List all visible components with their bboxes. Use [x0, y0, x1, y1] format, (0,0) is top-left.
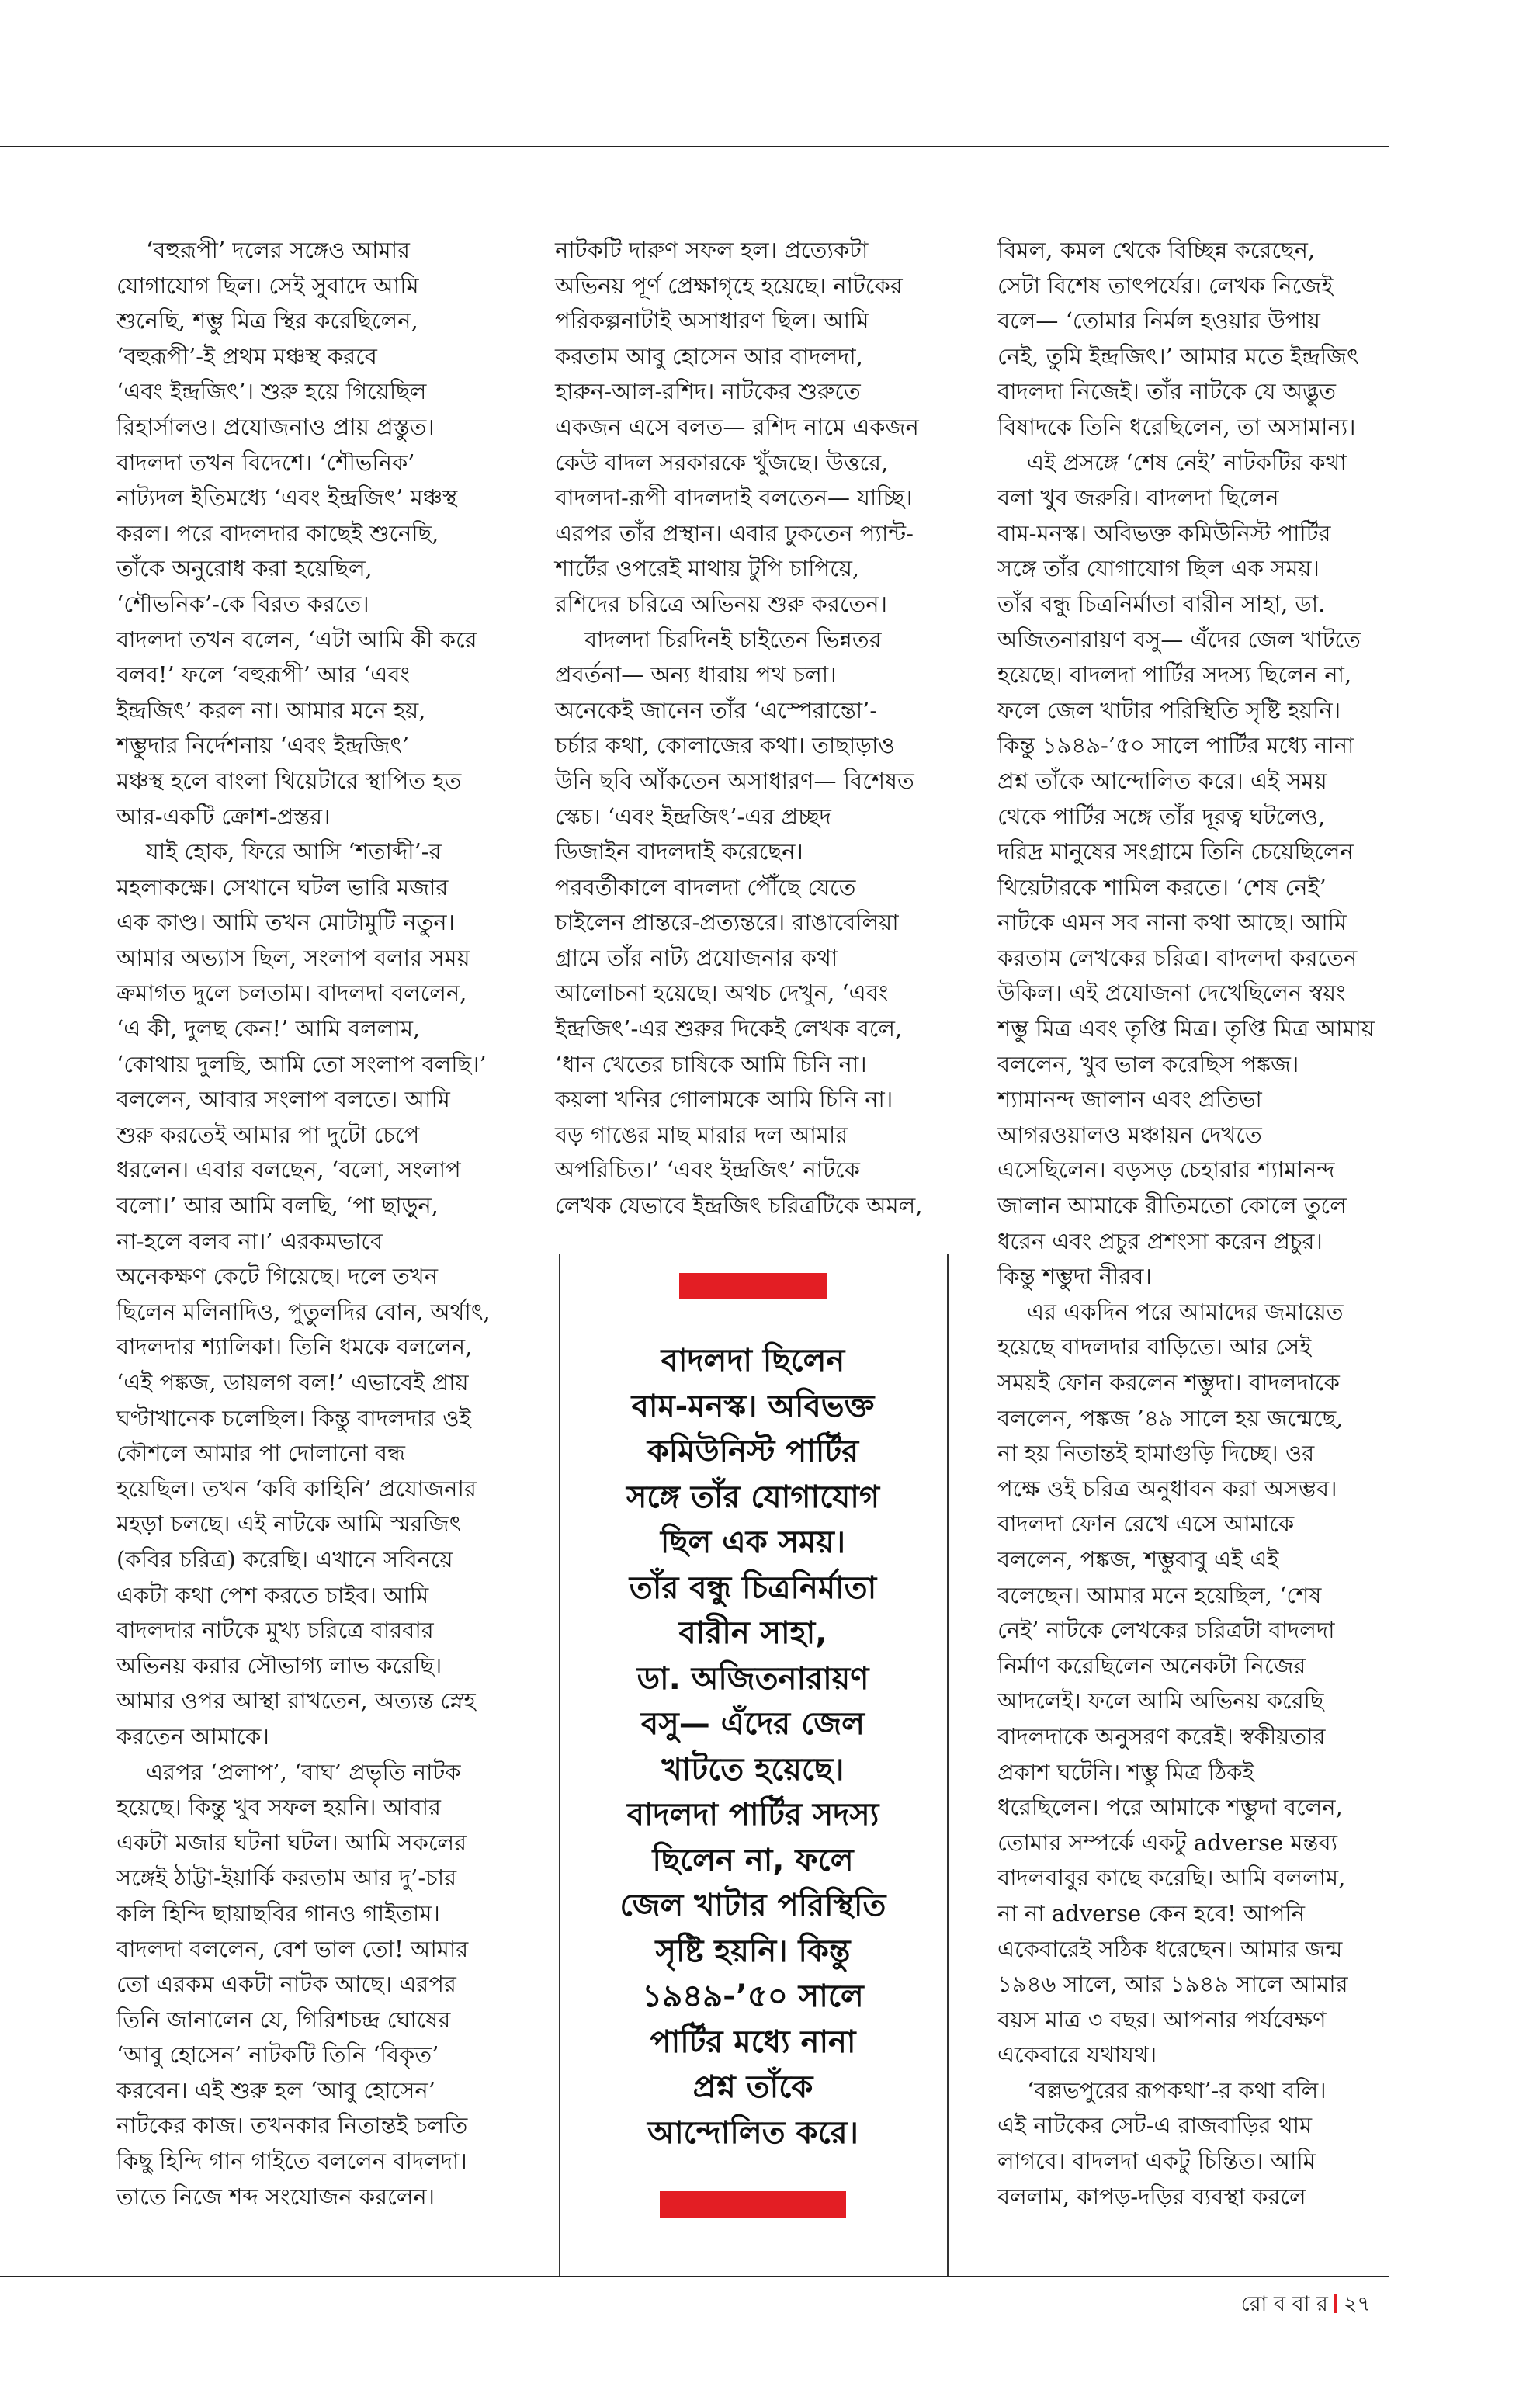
page-folio: [1241, 2288, 1371, 2323]
pull-quote-text: বাদলদা ছিলেন বাম-মনস্ক। অবিভক্ত কমিউনিস্ট পার্টির সঙ্গে তাঁর যোগাযোগ ছিল এক সময়। তাঁর বন্ধু চিত্রনির্মাতা বারীন সাহা, ডা. অজিতনারায়ণ বসু— এঁদের জেল খাটতে হয়েছে। বাদলদা পার্টির সদস্য ছিলেন না, ফলে জেল খাটার পরিস্থিতি সৃষ্টি হয়নি। কিন্তু ১৯৪৯-’৫০ সালে পার্টির মধ্যে নানা প্রশ্ন তাঁকে আন্দোলিত করে।: [619, 1343, 886, 2151]
article-column-3: [997, 233, 1417, 2214]
bottom-rule: [0, 2276, 1389, 2277]
paragraph: বাদলদা চিরদিনই চাইতেন ভিন্নতর প্রবর্তনা— অন্য ধারায় পথ চলা। অনেকেই জানেন তাঁর ‘এস্পেরান্তো’- চর্চার কথা, কোলাজের কথা। তাছাড়াও উনি ছবি আঁকতেন অসাধারণ— বিশেষত স্কেচ। ‘এবং ইন্দ্রজিৎ’-এর প্রচ্ছদ ডিজাইন বাদলদাই করেছেন। পরবর্তীকালে বাদলদা পৌঁছে যেতে চাইলেন প্রান্তরে-প্রত্যন্তরে। রাঙাবেলিয়া গ্রামে তাঁর নাট্য প্রযোজনার কথা আলোচনা হয়েছে। অথচ দেখুন, ‘এবং ইন্দ্রজিৎ’-এর শুরুর দিকেই লেখক বলে, ‘ধান খেতের চাষিকে আমি চিনি না। কয়লা খনির গোলামকে আমি চিনি না। বড় গাঙের মাছ মারার দল আমার অপরিচিত।’ ‘এবং ইন্দ্রজিৎ’ নাটকে লেখক যেভাবে ইন্দ্রজিৎ চরিত্রটিকে অমল,: [555, 626, 923, 1219]
article-column-2: [555, 233, 959, 1224]
pull-quote: [590, 1273, 916, 2218]
paragraph: ‘বহুরূপী’ দলের সঙ্গেও আমার যোগাযোগ ছিল। সেই সুবাদে আমি শুনেছি, শম্ভু মিত্র স্থির করেছিলেন, ‘বহুরূপী’-ই প্রথম মঞ্চস্থ করবে ‘এবং ইন্দ্রজিৎ’। শুরু হয়ে গিয়েছিল রিহার্সালও। প্রযোজনাও প্রায় প্রস্তুত। বাদলদা তখন বিদেশে। ‘শৌভনিক’ নাট্যদল ইতিমধ্যে ‘এবং ইন্দ্রজিৎ’ মঞ্চস্থ করল। পরে বাদলদার কাছেই শুনেছি, তাঁকে অনুরোধ করা হয়েছিল, ‘শৌভনিক’-কে বিরত করতে। বাদলদা তখন বলেন, ‘এটা আমি কী করে বলব!’ ফলে ‘বহুরূপী’ আর ‘এবং ইন্দ্রজিৎ’ করল না। আমার মনে হয়, শম্ভুদার নির্দেশনায় ‘এবং ইন্দ্রজিৎ’ মঞ্চস্থ হলে বাংলা থিয়েটারে স্থাপিত হত আর-একটি ক্রোশ-প্রস্তর।: [116, 237, 477, 830]
article-column-1: [116, 233, 512, 2214]
pull-quote-bottom-bar: [660, 2191, 846, 2218]
pull-quote-right-divider: [947, 1254, 949, 2276]
paragraph: যাই হোক, ফিরে আসি ‘শতাব্দী’-র মহলাকক্ষে। সেখানে ঘটল ভারি মজার এক কাণ্ড। আমি তখন মোটামুটি নতুন। আমার অভ্যাস ছিল, সংলাপ বলার সময় ক্রমাগত দুলে চলতাম। বাদলদা বললেন, ‘এ কী, দুলছ কেন!’ আমি বললাম, ‘কোথায় দুলছি, আমি তো সংলাপ বলছি।’ বললেন, আবার সংলাপ বলতে। আমি শুরু করতেই আমার পা দুটো চেপে ধরলেন। এবার বলছেন, ‘বলো, সংলাপ বলো।’ আর আমি বলছি, ‘পা ছাড়ুন, না-হলে বলব না।’ এরকমভাবে অনেকক্ষণ কেটে গিয়েছে। দলে তখন ছিলেন মলিনাদিও, পুতুলদির বোন, অর্থাৎ, বাদলদার শ্যালিকা। তিনি ধমকে বললেন, ‘এই পঙ্কজ, ডায়লগ বল!’ এভাবেই প্রায় ঘণ্টাখানেক চলেছিল। কিন্তু বাদলদার ওই কৌশলে আমার পা দোলানো বন্ধ হয়েছিল। তখন ‘কবি কাহিনি’ প্রযোজনার মহড়া চলছে। এই নাটকে আমি স্মরজিৎ (কবির চরিত্র) করেছি। এখানে সবিনয়ে একটা কথা পেশ করতে চাইব। আমি বাদলদার নাটকে মুখ্য চরিত্রে বারবার অভিনয় করার সৌভাগ্য লাভ করেছি। আমার ওপর আস্থা রাখতেন, অত্যন্ত স্নেহ করতেন আমাকে।: [116, 838, 491, 1750]
top-rule: [0, 146, 1389, 147]
folio-separator: [1334, 2294, 1337, 2313]
paragraph: এরপর ‘প্রলাপ’, ‘বাঘ’ প্রভৃতি নাটক হয়েছে। কিন্তু খুব সফল হয়নি। আবার একটা মজার ঘটনা ঘটল। আমি সকলের সঙ্গেই ঠাট্টা-ইয়ার্কি করতাম আর দু’-চার কলি হিন্দি ছায়াছবির গানও গাইতাম। বাদলদা বললেন, বেশ ভাল তো! আমার তো এরকম একটা নাটক আছে। এরপর তিনি জানালেন যে, গিরিশচন্দ্র ঘোষের ‘আবু হোসেন’ নাটকটি তিনি ‘বিকৃত’ করবেন। এই শুরু হল ‘আবু হোসেন’ নাটকের কাজ। তখনকার নিতান্তই চলতি কিছু হিন্দি গান গাইতে বললেন বাদলদা। তাতে নিজে শব্দ সংযোজন করলেন।: [116, 1758, 469, 2210]
page-number: ২৭: [1343, 2292, 1371, 2316]
paragraph: এই প্রসঙ্গে ‘শেষ নেই’ নাটকটির কথা বলা খুব জরুরি। বাদলদা ছিলেন বাম-মনস্ক। অবিভক্ত কমিউনিস্ট পার্টির সঙ্গে তাঁর যোগাযোগ ছিল এক সময়। তাঁর বন্ধু চিত্রনির্মাতা বারীন সাহা, ডা. অজিতনারায়ণ বসু— এঁদের জেল খাটতে হয়েছে। বাদলদা পার্টির সদস্য ছিলেন না, ফলে জেল খাটার পরিস্থিতি সৃষ্টি হয়নি। কিন্তু ১৯৪৯-’৫০ সালে পার্টির মধ্যে নানা প্রশ্ন তাঁকে আন্দোলিত করে। এই সময় থেকে পার্টির সঙ্গে তাঁর দূরত্ব ঘটলেও, দরিদ্র মানুষের সংগ্রামে তিনি চেয়েছিলেন থিয়েটারকে শামিল করতে। ‘শেষ নেই’ নাটকে এমন সব নানা কথা আছে। আমি করতাম লেখকের চরিত্র। বাদলদা করতেন উকিল। এই প্রযোজনা দেখেছিলেন স্বয়ং শম্ভু মিত্র এবং তৃপ্তি মিত্র। তৃপ্তি মিত্র আমায় বললেন, খুব ভাল করেছিস পঙ্কজ। শ্যামানন্দ জালান এবং প্রতিভা আগরওয়ালও মঞ্চায়ন দেখতে এসেছিলেন। বড়সড় চেহারার শ্যামানন্দ জালান আমাকে রীতিমতো কোলে তুলে ধরেন এবং প্রচুর প্রশংসা করেন প্রচুর। কিন্তু শম্ভুদা নীরব।: [997, 449, 1375, 1290]
magazine-name: রো ব বা র: [1240, 2292, 1328, 2316]
paragraph: এর একদিন পরে আমাদের জমায়েত হয়েছে বাদলদার বাড়িতে। আর সেই সময়ই ফোন করলেন শম্ভুদা। বাদলদাকে বললেন, পঙ্কজ ’৪৯ সালে হয় জন্মেছে, না হয় নিতান্তই হামাগুড়ি দিচ্ছে। ওর পক্ষে ওই চরিত্র অনুধাবন করা অসম্ভব। বাদলদা ফোন রেখে এসে আমাকে বললেন, পঙ্কজ, শম্ভুবাবু এই এই বলেছেন। আমার মনে হয়েছিল, ‘শেষ নেই’ নাটকে লেখকের চরিত্রটা বাদলদা নির্মাণ করেছিলেন অনেকটা নিজের আদলেই। ফলে আমি অভিনয় করেছি বাদলদাকে অনুসরণ করেই। স্বকীয়তার প্রকাশ ঘটেনি। শম্ভু মিত্র ঠিকই ধরেছিলেন। পরে আমাকে শম্ভুদা বলেন, তোমার সম্পর্কে একটু adverse মন্তব্য বাদলবাবুর কাছে করেছি। আমি বললাম, না না adverse কেন হবে! আপনি একেবারেই সঠিক ধরেছেন। আমার জন্ম ১৯৪৬ সালে, আর ১৯৪৯ সালে আমার বয়স মাত্র ৩ বছর। আপনার পর্যবেক্ষণ একেবারে যথাযথ।: [997, 1298, 1348, 2069]
pull-quote-left-divider: [559, 1254, 560, 2276]
paragraph: ‘বল্লভপুরের রূপকথা’-র কথা বলি। এই নাটকের সেট-এ রাজবাড়ির থাম লাগবে। বাদলদা একটু চিন্তিত। আমি বললাম, কাপড়-দড়ির ব্যবস্থা করলে: [997, 2076, 1327, 2210]
pull-quote-top-bar: [679, 1273, 827, 1299]
paragraph: নাটকটি দারুণ সফল হল। প্রত্যেকটা অভিনয় পূর্ণ প্রেক্ষাগৃহে হয়েছে। নাটকের পরিকল্পনাটাই অসাধারণ ছিল। আমি করতাম আবু হোসেন আর বাদলদা, হারুন-আল-রশিদ। নাটকের শুরুতে একজন এসে বলত— রশিদ নামে একজন কেউ বাদল সরকারকে খুঁজছে। উত্তরে, বাদলদা-রূপী বাদলদাই বলতেন— যাচ্ছি। এরপর তাঁর প্রস্থান। এবার ঢুকতেন প্যান্ট- শার্টের ওপরেই মাথায় টুপি চাপিয়ে, রশিদের চরিত্রে অভিনয় শুরু করতেন।: [555, 237, 919, 617]
paragraph: বিমল, কমল থেকে বিচ্ছিন্ন করেছেন, সেটা বিশেষ তাৎপর্যের। লেখক নিজেই বলে— ‘তোমার নির্মল হওয়ার উপায় নেই, তুমি ইন্দ্রজিৎ।’ আমার মতে ইন্দ্রজিৎ বাদলদা নিজেই। তাঁর নাটকে যে অদ্ভুত বিষাদকে তিনি ধরেছিলেন, তা অসামান্য।: [997, 237, 1359, 440]
